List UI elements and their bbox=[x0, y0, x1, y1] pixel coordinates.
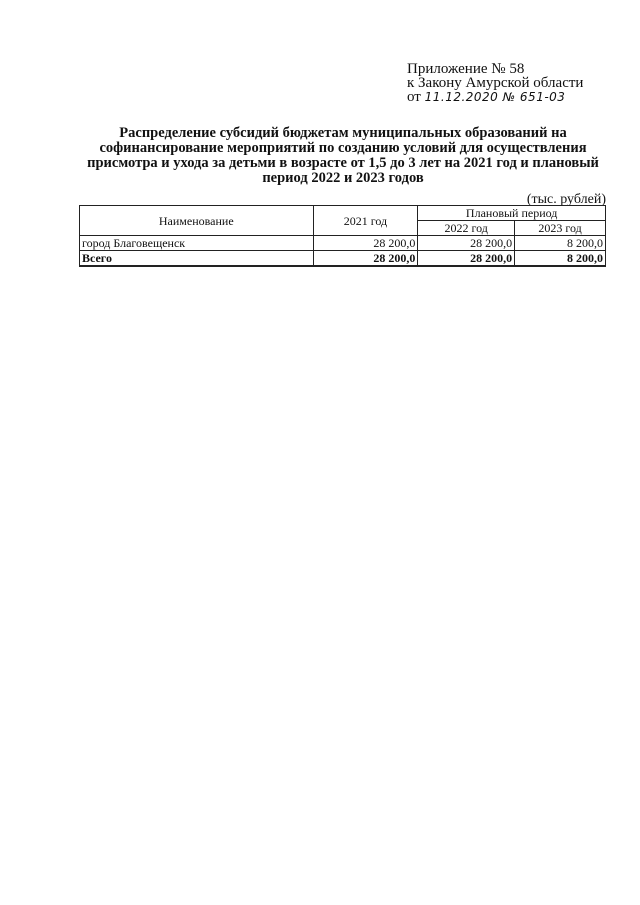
handwritten-date-number: 11.12.2020 № 651-03 bbox=[424, 90, 566, 104]
units-label: (тыс. рублей) bbox=[526, 192, 606, 207]
total-2021: 28 200,0 bbox=[313, 251, 418, 267]
row-2021: 28 200,0 bbox=[313, 236, 418, 251]
appendix-date-line bbox=[407, 90, 627, 104]
total-name: Всего bbox=[80, 251, 314, 267]
document-title: Распределение субсидий бюджетам муниципальных образований на софинансирование мероприятий по созданию условий для осуществления присмотра и ухода за детьми в возрасте от 1,5 до 3 лет на 2021 год и плановый период 2022 и 2023 годов bbox=[87, 125, 599, 186]
total-2022: 28 200,0 bbox=[418, 251, 515, 267]
row-2022: 28 200,0 bbox=[418, 236, 515, 251]
table-total-row bbox=[80, 251, 606, 267]
row-name: город Благовещенск bbox=[80, 236, 314, 251]
row-2023: 8 200,0 bbox=[515, 236, 606, 251]
appendix-block bbox=[407, 62, 627, 104]
header-planned-period: Плановый период bbox=[418, 206, 606, 221]
table-header-row bbox=[80, 206, 606, 221]
appendix-law: к Закону Амурской области bbox=[407, 75, 584, 91]
header-name: Наименование bbox=[80, 206, 314, 236]
header-2022: 2022 год bbox=[418, 221, 515, 236]
header-2023: 2023 год bbox=[515, 221, 606, 236]
total-2023: 8 200,0 bbox=[515, 251, 606, 267]
table-row bbox=[80, 236, 606, 251]
subsidy-table bbox=[79, 205, 606, 267]
header-2021: 2021 год bbox=[313, 206, 418, 236]
appendix-date-prefix: от bbox=[407, 89, 421, 105]
appendix-number: Приложение № 58 bbox=[407, 61, 525, 77]
